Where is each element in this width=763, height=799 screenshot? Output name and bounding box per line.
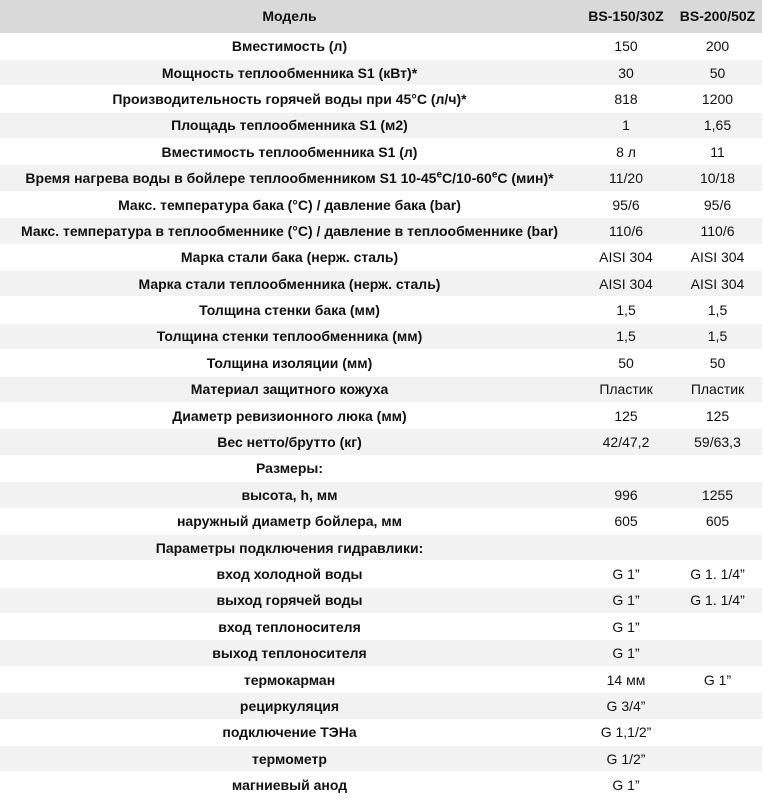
row-label: Толщина изоляции (мм) [0,350,579,376]
header-model-a: BS-150/30Z [579,0,673,33]
header-model: Модель [0,0,579,33]
table-row [0,508,762,534]
row-value-a: AISI 304 [579,271,673,297]
row-value-b: 1200 [673,86,762,112]
row-value-a: G 1” [579,772,673,798]
table-row [0,323,762,349]
table-row [0,614,762,640]
table-row [0,112,762,138]
row-label: высота, h, мм [0,482,579,508]
row-label: Производительность горячей воды при 45°С (л/ч)* [0,86,579,112]
row-value-b [673,640,762,666]
header-model-b: BS-200/50Z [673,0,762,33]
row-label: Параметры подключения гидравлики: [0,534,579,560]
row-value-a: G 1” [579,561,673,587]
row-value-a: 50 [579,350,673,376]
table-row [0,482,762,508]
row-value-b [673,719,762,745]
row-value-b: G 1. 1/4” [673,587,762,613]
row-value-b: 50 [673,350,762,376]
table-body [0,33,762,798]
table-row [0,244,762,270]
row-label: термометр [0,746,579,772]
row-label: термокарман [0,666,579,692]
row-value-b [673,455,762,481]
row-label-superscript: е [491,169,498,181]
table-row [0,376,762,402]
row-value-a: 110/6 [579,218,673,244]
row-label: Вместимость (л) [0,33,579,59]
row-value-b [673,614,762,640]
table-row [0,271,762,297]
row-value-a: 95/6 [579,191,673,217]
row-value-b: 1,65 [673,112,762,138]
table-row [0,640,762,666]
row-label: магниевый анод [0,772,579,798]
table-row [0,350,762,376]
row-value-a: 14 мм [579,666,673,692]
row-label-superscript: е [436,169,442,181]
table-row [0,165,762,191]
row-value-b: 200 [673,33,762,59]
row-label: Макс. температура бака (°С) / давление бака (bar) [0,191,579,217]
row-label: вход холодной воды [0,561,579,587]
row-value-a: 30 [579,59,673,85]
row-label: рециркуляция [0,693,579,719]
row-label: Площадь теплообменника S1 (м2) [0,112,579,138]
table-header-row [0,0,762,33]
row-value-a: Пластик [579,376,673,402]
row-value-b: AISI 304 [673,271,762,297]
row-label [0,165,579,191]
row-value-a: G 1” [579,614,673,640]
row-value-b: 605 [673,508,762,534]
row-value-a: 1,5 [579,323,673,349]
row-label: Марка стали теплообменника (нерж. сталь) [0,271,579,297]
table-row [0,429,762,455]
row-label: подключение ТЭНа [0,719,579,745]
row-value-a: 8 л [579,139,673,165]
row-value-a: 11/20 [579,165,673,191]
table-row [0,587,762,613]
row-value-a [579,455,673,481]
row-value-b [673,746,762,772]
row-label: Вместимость теплообменника S1 (л) [0,139,579,165]
row-value-a: G 1,1/2” [579,719,673,745]
table-row [0,191,762,217]
table-row [0,33,762,59]
row-label: Толщина стенки бака (мм) [0,297,579,323]
table-row [0,534,762,560]
row-label: выход горячей воды [0,587,579,613]
row-value-b: 59/63,3 [673,429,762,455]
row-value-b: 1255 [673,482,762,508]
row-label: выход теплоносителя [0,640,579,666]
table-row [0,59,762,85]
row-label: вход теплоносителя [0,614,579,640]
row-value-b: 11 [673,139,762,165]
row-value-b: G 1” [673,666,762,692]
row-label: Диаметр ревизионного люка (мм) [0,402,579,428]
row-value-b: 125 [673,402,762,428]
table-row [0,666,762,692]
row-value-b: Пластик [673,376,762,402]
row-label: Вес нетто/брутто (кг) [0,429,579,455]
row-value-a: G 1” [579,640,673,666]
row-label-part: С/10-60 [442,170,492,187]
row-value-b [673,534,762,560]
row-value-a: 818 [579,86,673,112]
row-label: Мощность теплообменника S1 (кВт)* [0,59,579,85]
table-row [0,772,762,798]
row-value-b [673,772,762,798]
row-label: Толщина стенки теплообменника (мм) [0,323,579,349]
row-label: Размеры: [0,455,579,481]
row-value-b: G 1. 1/4” [673,561,762,587]
row-label-part: Время нагрева воды в бойлере теплообменником S1 10-45 [25,170,437,187]
row-value-a: AISI 304 [579,244,673,270]
table-row [0,297,762,323]
row-label: Марка стали бака (нерж. сталь) [0,244,579,270]
row-value-b [673,693,762,719]
row-value-b: 10/18 [673,165,762,191]
row-value-a: 150 [579,33,673,59]
row-value-b: AISI 304 [673,244,762,270]
table-row [0,86,762,112]
row-label-part: С (мин)* [497,170,554,187]
row-label: Макс. температура в теплообменнике (°С) / давление в теплообменнике (bar) [0,218,579,244]
row-label: Материал защитного кожуха [0,376,579,402]
row-value-a: 605 [579,508,673,534]
table-row [0,455,762,481]
table-row [0,139,762,165]
row-label: наружный диаметр бойлера, мм [0,508,579,534]
row-value-a: 1,5 [579,297,673,323]
row-value-a: 996 [579,482,673,508]
row-value-b: 50 [673,59,762,85]
row-value-a: 125 [579,402,673,428]
table-row [0,693,762,719]
row-value-a: G 1” [579,587,673,613]
row-value-a [579,534,673,560]
table-row [0,719,762,745]
row-value-a: 42/47,2 [579,429,673,455]
row-value-b: 1,5 [673,323,762,349]
table-row [0,561,762,587]
table-row [0,746,762,772]
table-row [0,402,762,428]
row-value-a: 1 [579,112,673,138]
row-value-b: 1,5 [673,297,762,323]
row-value-b: 95/6 [673,191,762,217]
row-value-b: 110/6 [673,218,762,244]
table-row [0,218,762,244]
row-value-a: G 3/4” [579,693,673,719]
row-value-a: G 1/2” [579,746,673,772]
